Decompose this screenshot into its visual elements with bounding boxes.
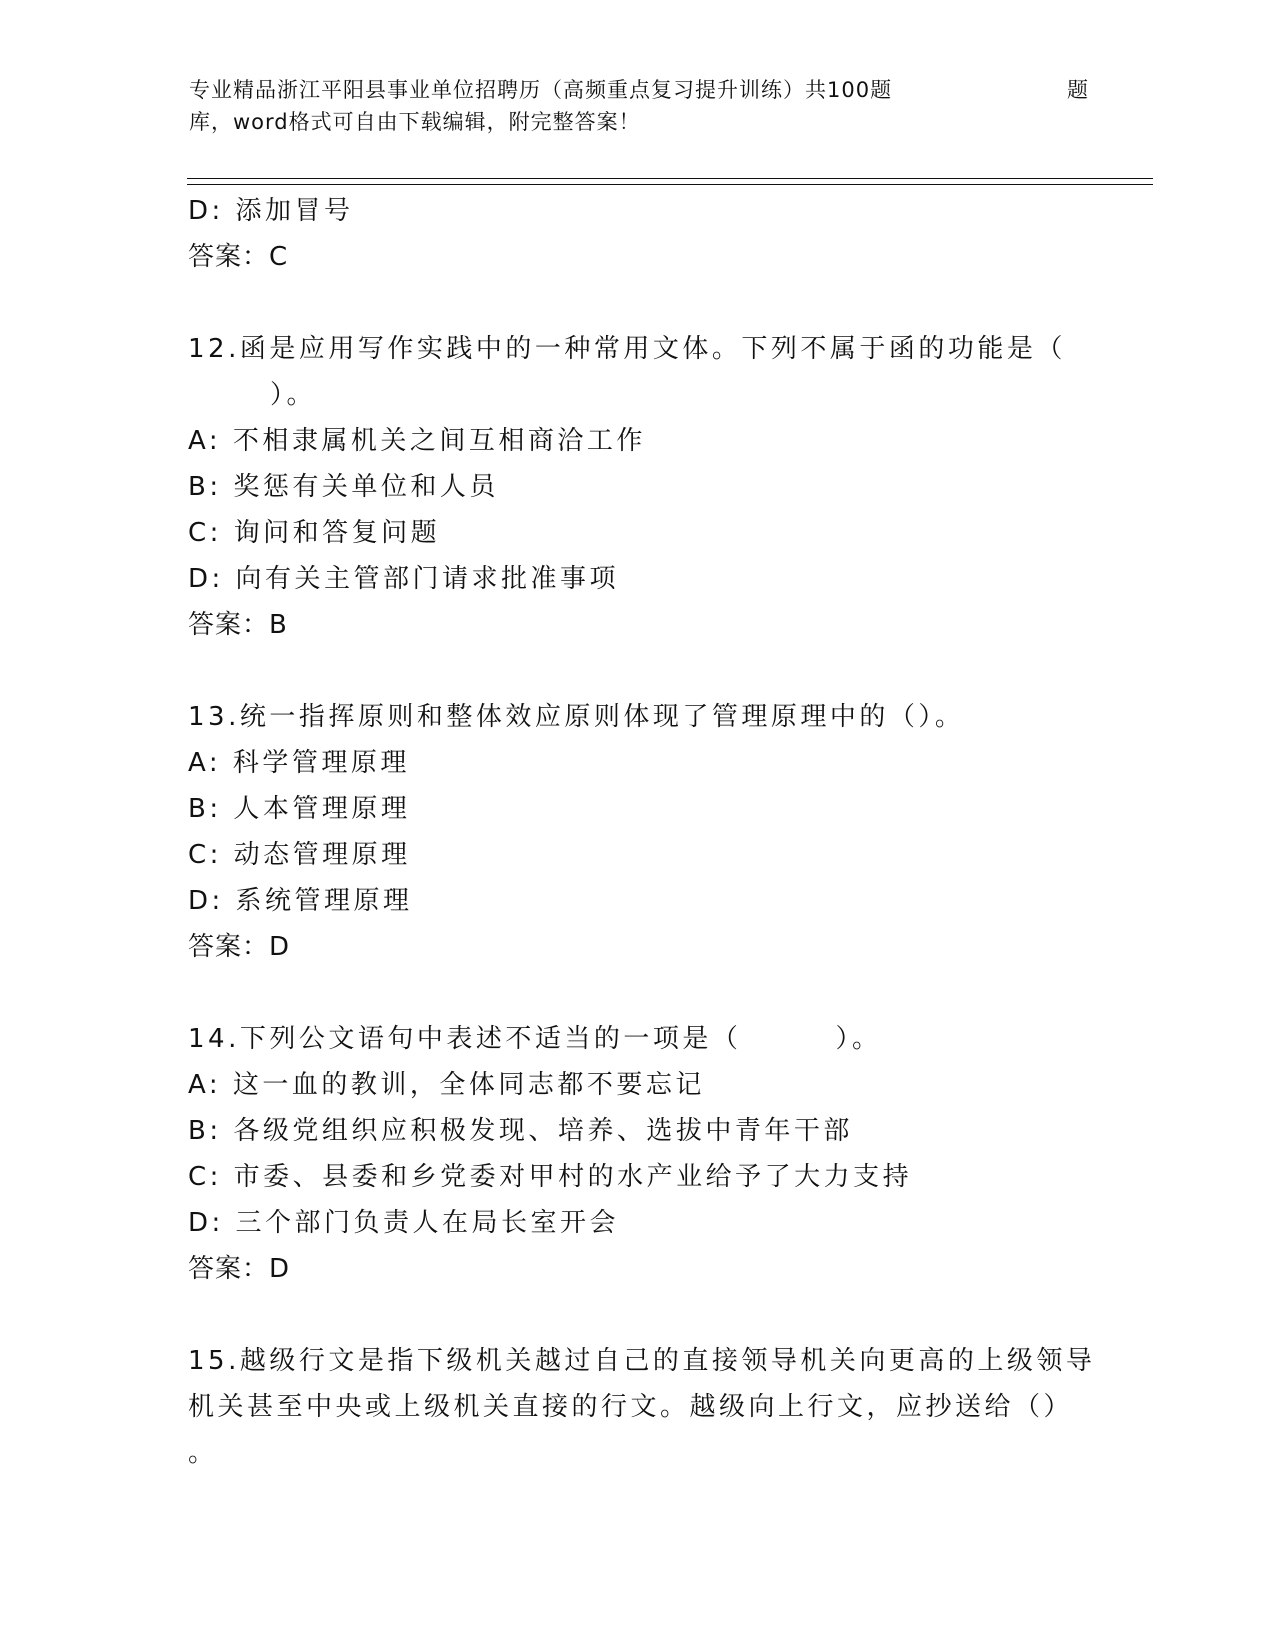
- question-stem-cont: ）。: [270, 380, 317, 410]
- page-header: [189, 74, 1089, 138]
- option-d: D: 系统管理原理: [188, 886, 413, 916]
- prev-answer: 答案：C: [188, 242, 289, 272]
- question-13: [188, 694, 1088, 970]
- spacer: [188, 280, 1088, 326]
- header-line-2: 库，word格式可自由下载编辑，附完整答案！: [189, 110, 641, 134]
- option-c: C: 市委、县委和乡党委对甲村的水产业给予了大力支持: [188, 1162, 913, 1192]
- option-b: B: 各级党组织应积极发现、培养、选拔中青年干部: [188, 1116, 853, 1146]
- header-line-1: [189, 74, 1089, 106]
- question-12: [188, 326, 1088, 648]
- question-stem: 15.越级行文是指下级机关越过自己的直接领导机关向更高的上级领导: [188, 1346, 1096, 1376]
- option-a: A: 这一血的教训，全体同志都不要忘记: [188, 1070, 705, 1100]
- answer: 答案：D: [188, 932, 291, 962]
- option-c: C: 询问和答复问题: [188, 518, 441, 548]
- question-stem: 12.函是应用写作实践中的一种常用文体。下列不属于函的功能是（: [188, 334, 1066, 364]
- answer: 答案：D: [188, 1254, 291, 1284]
- header-rule-bottom: [187, 184, 1153, 185]
- option-a: A: 不相隶属机关之间互相商洽工作: [188, 426, 646, 456]
- option-b: B: 奖惩有关单位和人员: [188, 472, 499, 502]
- option-c: C: 动态管理原理: [188, 840, 411, 870]
- header-rule-top: [187, 178, 1153, 179]
- question-stem: 13.统一指挥原则和整体效应原则体现了管理原理中的（）。: [188, 702, 965, 732]
- option-d: D: 三个部门负责人在局长室开会: [188, 1208, 620, 1238]
- prev-option-d: D: 添加冒号: [188, 196, 354, 226]
- option-b: B: 人本管理原理: [188, 794, 411, 824]
- question-stem: 14.下列公文语句中表述不适当的一项是（ ）。: [188, 1024, 882, 1054]
- spacer: [188, 1292, 1088, 1338]
- answer: 答案：B: [188, 610, 288, 640]
- document-body: [188, 188, 1096, 1476]
- option-d: D: 向有关主管部门请求批准事项: [188, 564, 620, 594]
- question-15: [188, 1338, 1096, 1476]
- header-title-wrap: 题: [1067, 78, 1089, 102]
- spacer: [188, 648, 1088, 694]
- option-a: A: 科学管理原理: [188, 748, 410, 778]
- header-title: 专业精品浙江平阳县事业单位招聘历（高频重点复习提升训练）共100题: [189, 78, 893, 102]
- question-stem-end: 。: [188, 1438, 218, 1468]
- question-stem-cont: 机关甚至中央或上级机关直接的行文。越级向上行文，应抄送给（）: [188, 1392, 1074, 1422]
- question-14: [188, 1016, 1088, 1292]
- spacer: [188, 970, 1088, 1016]
